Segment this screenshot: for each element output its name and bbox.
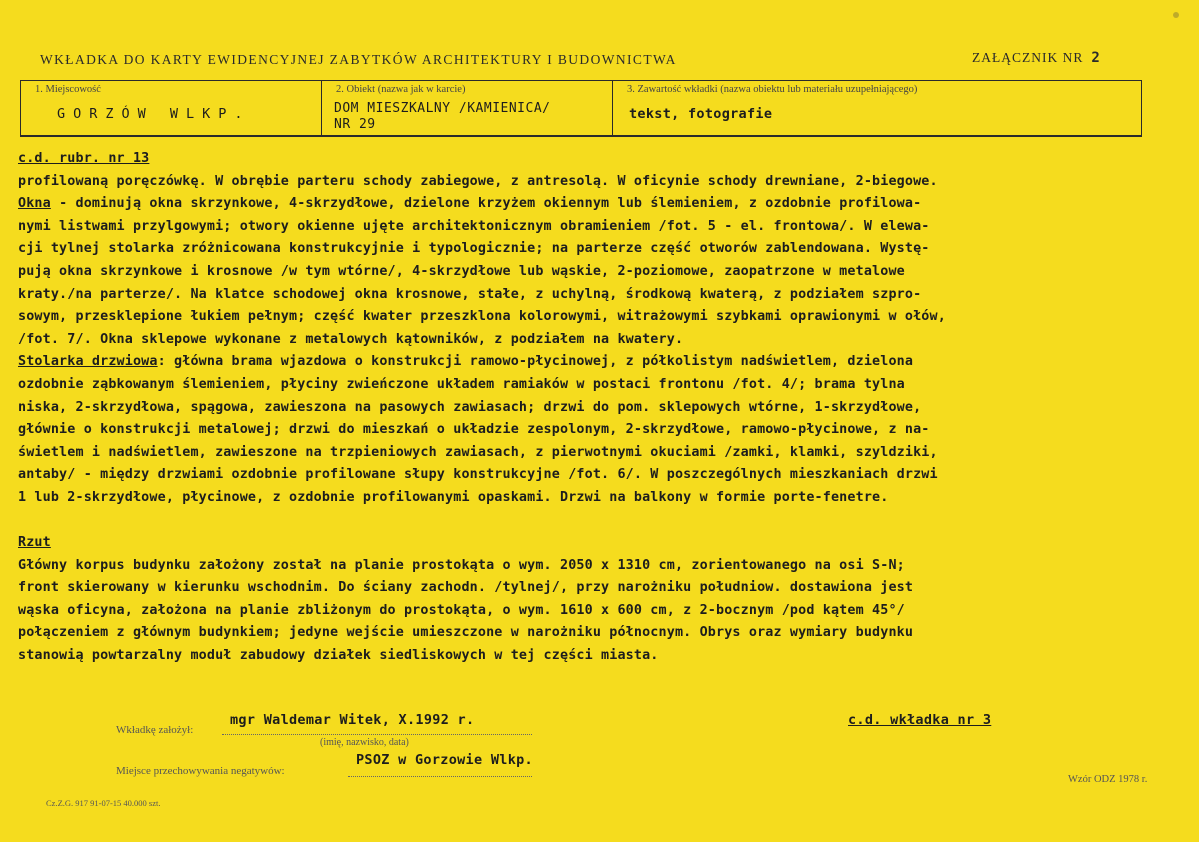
- body-line: Okna - dominują okna skrzynkowe, 4-skrzydłowe, dzielone krzyżem okiennym lub ślemieniem, z ozdobnie profilowa-: [18, 196, 922, 212]
- annex-label: [972, 50, 1101, 66]
- storage-label: Miejsce przechowywania negatywów:: [116, 765, 285, 777]
- body-line: front skierowany w kierunku wschodnim. Do ściany zachodn. /tylnej/, przy narożniku południow. dostawiona jest: [18, 580, 914, 596]
- place-label: 1. Miejscowość: [35, 84, 101, 95]
- template-note: Wzór ODZ 1978 r.: [1068, 774, 1148, 785]
- body-line: Stolarka drzwiowa: główna brama wjazdowa o konstrukcji ramowo-płycinowej, z półkolistym nadświetlem, dzielona: [18, 354, 914, 370]
- place-value: GORZÓW WLKP.: [57, 106, 251, 122]
- continuation-note: c.d. wkładka nr 3: [848, 712, 992, 728]
- body-line: nymi listwami przylgowymi; otwory okienne ujęte architektonicznym obramieniem /fot. 5 - el. frontowa/. W elewa-: [18, 218, 930, 234]
- continuation-heading: c.d. rubr. nr 13: [18, 151, 150, 166]
- form-title: WKŁADKA DO KARTY EWIDENCYJNEJ ZABYTKÓW ARCHITEKTURY I BUDOWNICTWA: [40, 52, 677, 67]
- place-cell: [21, 81, 322, 135]
- author-hint: (imię, nazwisko, data): [320, 737, 409, 748]
- annex-number: 2: [1091, 50, 1101, 66]
- storage-value: PSOZ w Gorzowie Wlkp.: [356, 752, 533, 768]
- body-line: sowym, przesklepione łukiem pełnym; część kwater przeszklona kolorowymi, witrażowymi szybkami oprawionymi w ołów,: [18, 309, 946, 325]
- header-fields-box: [20, 80, 1142, 137]
- body-line: stanowią powtarzalny moduł zabudowy działek siedliskowych w tej części miasta.: [18, 648, 659, 664]
- object-value: [334, 101, 551, 133]
- subsection-heading: Stolarka drzwiowa: [18, 354, 158, 370]
- annex-label-text: ZAŁĄCZNIK NR: [972, 50, 1084, 65]
- punch-dot: [1173, 12, 1179, 18]
- body-line: wąska oficyna, założona na planie zbliżonym do prostokąta, o wym. 1610 x 600 cm, z 2-bocznym /pod kątem 45°/: [18, 602, 905, 618]
- author-dotline: [222, 734, 532, 735]
- body-line: [18, 532, 1148, 555]
- body-line: niska, 2-skrzydłowa, spągowa, zawieszona na pasowych zawiasach; drzwi do pom. sklepowych wtórne, 1-skrzydłowe,: [18, 399, 922, 415]
- object-label: 2. Obiekt (nazwa jak w karcie): [336, 84, 466, 95]
- section-heading: [18, 148, 1148, 171]
- content-value: tekst, fotografie: [629, 106, 773, 122]
- content-label: 3. Zawartość wkładki (nazwa obiektu lub materiału uzupełniającego): [627, 84, 918, 95]
- author-value: mgr Waldemar Witek, X.1992 r.: [230, 712, 475, 728]
- object-value-line2: NR 29: [334, 117, 376, 132]
- body-line: połączeniem z głównym budynkiem; jedyne wejście umieszczone w narożniku północnym. Obrys oraz wymiary budynku: [18, 625, 914, 641]
- object-value-line1: DOM MIESZKALNY /KAMIENICA/: [334, 101, 551, 116]
- body-line: kraty./na parterze/. Na klatce schodowej okna krosnowe, stałe, z uchylną, środkową kwaterą, z podziałem szpro-: [18, 286, 922, 302]
- blank-line: [18, 510, 1148, 533]
- subsection-heading: Okna: [18, 196, 51, 212]
- body-line: świetlem i nadświetlem, zawieszone na trzpieniowych zawiasach, z pierwotnymi okuciami /zamki, klamki, szyldziki,: [18, 444, 938, 460]
- storage-dotline: [348, 776, 532, 777]
- body-line: profilowaną poręczówkę. W obrębie parteru schody zabiegowe, z antresolą. W oficynie schody drewniane, 2-biegowe.: [18, 173, 938, 189]
- body-line: antaby/ - między drzwiami ozdobnie profilowane słupy konstrukcyjne /fot. 6/. W poszczególnych mieszkaniach drzwi: [18, 467, 938, 483]
- subsection-heading: Rzut: [18, 535, 51, 551]
- object-cell: [322, 81, 613, 135]
- body-line: ozdobnie ząbkowanym ślemieniem, płyciny zwieńczone układem ramiaków w postaci frontonu /fot. 4/; brama tylna: [18, 376, 905, 392]
- content-cell: [613, 81, 1141, 135]
- body-line: 1 lub 2-skrzydłowe, płycinowe, z ozdobnie profilowanymi opaskami. Drzwi na balkony w formie porte-fenetre.: [18, 489, 889, 505]
- print-code: Cz.Z.G. 917 91-07-15 40.000 szt.: [46, 798, 161, 808]
- body-line: cji tylnej stolarka zróżnicowana konstrukcyjnie i typologicznie; na parterze część otworów zablendowana. Wystę-: [18, 241, 930, 257]
- document-body: [18, 148, 1148, 668]
- body-line: głównie o konstrukcji metalowej; drzwi do mieszkań o układzie zespolonym, 2-skrzydłowe, ramowo-płycinowe, z na-: [18, 422, 930, 438]
- body-line: pują okna skrzynkowe i krosnowe /w tym wtórne/, 4-skrzydłowe lub wąskie, 2-poziomowe, zaopatrzone w metalowe: [18, 263, 905, 279]
- body-line: Główny korpus budynku założony został na planie prostokąta o wym. 2050 x 1310 cm, zorientowanego na osi S-N;: [18, 557, 905, 573]
- body-lines: [18, 171, 1148, 668]
- author-label: Wkładkę założył:: [116, 724, 194, 736]
- body-line: /fot. 7/. Okna sklepowe wykonane z metalowych kątowników, z podziałem na kwatery.: [18, 331, 684, 347]
